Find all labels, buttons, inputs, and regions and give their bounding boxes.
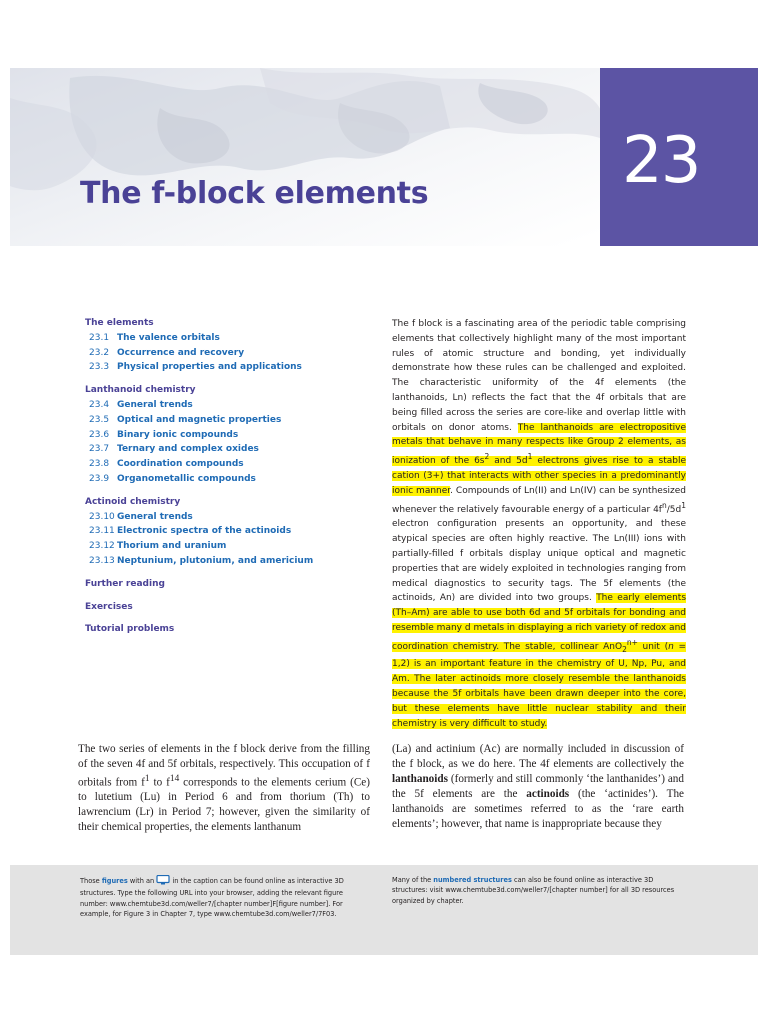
superscript: n	[661, 500, 667, 510]
toc-heading[interactable]: Tutorial problems	[85, 624, 175, 635]
toc-item-label: General trends	[117, 511, 193, 522]
chapter-contents	[85, 316, 385, 637]
superscript: 1	[144, 773, 150, 784]
chapter-title: The f-block elements	[80, 176, 429, 211]
toc-item[interactable]	[85, 331, 385, 346]
toc-item-label: Occurrence and recovery	[117, 347, 245, 358]
italic-variable: n	[668, 641, 674, 652]
body-text: to f	[149, 776, 170, 789]
footer-text: in the caption can be found online as interactive 3D structures. Type the following URL into your browser, adding the relevant figure number: www.chemtube3d.com/weller7/[chapter number]F[figure number]. For example, for Figure 3 in Chapter 7, type www.chemtube3d.com/weller7/7F03.	[80, 877, 344, 919]
intro-text: electrons gives rise to a stable cation (3+) that interacts with other species in a predominantly ionic manner	[392, 456, 686, 496]
toc-item[interactable]	[85, 539, 385, 554]
body-text: corresponds to the elements cerium (Ce) to lutetium (Lu) in Period 6 and from thorium (Th) to lawrencium (Lr) in Period 7; however, given the similarity of their chemical properties, the elements lanthanum	[78, 776, 370, 834]
key-term: actinoids	[526, 787, 570, 800]
body-text: (formerly and still commonly ‘the lanthanides’) and the 5f elements are the	[392, 772, 684, 800]
toc-item-number: 23.2	[89, 347, 110, 358]
toc-item[interactable]	[85, 428, 385, 443]
footer-note-structures	[392, 875, 682, 906]
superscript: 14	[169, 773, 180, 784]
toc-item-label: Ternary and complex oxides	[117, 444, 259, 455]
toc-item[interactable]	[85, 510, 385, 525]
toc-item-label: Organometallic compounds	[117, 473, 256, 484]
toc-item-number: 23.13	[89, 555, 115, 566]
toc-heading[interactable]: The elements	[85, 318, 154, 328]
toc-item[interactable]	[85, 346, 385, 361]
intro-text: The lanthanoids are electropositive metals that behave in many respects like Group 2 elements, as ionization of the 6s	[392, 422, 686, 467]
superscript: n+	[626, 637, 638, 647]
footer-text: Those	[80, 877, 102, 885]
footer-text: with an	[127, 877, 157, 885]
toc-item[interactable]	[85, 554, 385, 569]
chapter-number: 23	[622, 124, 700, 198]
toc-heading[interactable]: Actinoid chemistry	[85, 496, 181, 507]
toc-heading[interactable]: Further reading	[85, 578, 165, 589]
intro-text: electron configuration presents an opportunity, and these atypical species are often highly reactive. The Ln(III) ions with partially-filled f orbitals display unique optical and magnetic properties that are widely exploited in technologies ranging from medical diagnostics to security tags. The 5f elements (the actinoids, An) are divided into two groups.	[392, 519, 686, 604]
intro-text: unit (	[637, 641, 669, 652]
chapter-introduction	[392, 317, 686, 731]
toc-item-number: 23.6	[89, 429, 110, 440]
toc-item-number: 23.5	[89, 414, 110, 425]
toc-item-number: 23.9	[89, 473, 110, 484]
toc-item-label: General trends	[117, 399, 193, 410]
toc-item[interactable]	[85, 457, 385, 472]
body-text: (the ‘actinides’). The lanthanoids are sometimes referred to as the ‘rare earth elements’; however, that name is inappropriate because they	[392, 787, 684, 830]
toc-item[interactable]	[85, 524, 385, 539]
key-term: lanthanoids	[392, 772, 448, 785]
footer-text: can also be found online as interactive 3D structures: visit www.chemtube3d.com/weller7/[chapter number] for all 3D resources organized by chapter.	[392, 876, 675, 905]
toc-item-label: Binary ionic compounds	[117, 429, 239, 440]
footer-text: Many of the	[392, 876, 434, 884]
monitor-icon	[156, 875, 170, 888]
superscript: 1	[681, 500, 686, 510]
intro-text: . Compounds of Ln(II) and Ln(IV) can be synthesized whenever the relatively favourable energy of a particular 4f	[392, 485, 686, 515]
toc-item-label: Optical and magnetic properties	[117, 414, 282, 425]
toc-item-label: Coordination compounds	[117, 459, 244, 470]
intro-text: = 1,2) is an important feature in the chemistry of U, Np, Pu, and Am. The later actinoids more closely resemble the lanthanoids because the 5f orbitals have been drawn deeper into the core, but these elements have little nuclear stability and their chemistry is very difficult to study.	[392, 641, 687, 729]
body-column-right	[392, 742, 684, 831]
intro-text: /5d	[666, 504, 682, 515]
toc-item-label: Electronic spectra of the actinoids	[117, 526, 292, 537]
intro-text: The early elements (Th–Am) are able to use both 6d and 5f orbitals for bonding and resemble many d metals in displaying a rich variety of redox and coordination chemistry. The stable, collinear AnO	[392, 593, 687, 652]
intro-text: and 5d	[489, 456, 528, 467]
toc-item-label: Neptunium, plutonium, and americium	[117, 555, 314, 566]
body-text: (La) and actinium (Ac) are normally included in discussion of the f block, as we do here. The 4f elements are collectively the	[392, 743, 684, 770]
numbered-structures-link[interactable]: numbered structures	[433, 876, 512, 884]
toc-item-number: 23.4	[89, 399, 110, 410]
toc-item[interactable]	[85, 442, 385, 457]
toc-item-number: 23.11	[89, 526, 115, 537]
toc-item-label: The valence orbitals	[117, 332, 220, 343]
toc-heading[interactable]: Exercises	[85, 601, 133, 612]
highlighted-text	[392, 593, 686, 728]
toc-item[interactable]	[85, 472, 385, 487]
toc-item-number: 23.3	[89, 362, 110, 373]
superscript: 1	[527, 452, 533, 462]
body-text: The two series of elements in the f block derive from the filling of the seven 4f and 5f orbitals, respectively. This occupation of f orbitals from f	[78, 743, 370, 789]
toc-item-number: 23.7	[89, 444, 110, 455]
toc-item[interactable]	[85, 398, 385, 413]
superscript: 2	[484, 452, 490, 462]
toc-heading[interactable]: Lanthanoid chemistry	[85, 385, 196, 396]
toc-item[interactable]	[85, 413, 385, 428]
toc-item[interactable]	[85, 360, 385, 375]
toc-item-label: Physical properties and applications	[117, 362, 302, 373]
footer-note-figures	[80, 875, 370, 920]
toc-item-label: Thorium and uranium	[117, 541, 227, 552]
figures-link[interactable]: figures	[101, 877, 128, 885]
toc-item-number: 23.10	[89, 511, 115, 522]
intro-text: The f block is a fascinating area of the periodic table comprising elements that collectively highlight many of the most important rules of atomic structure and bonding, yet individually demonstrate how these rules can be challenged and exploited. The characteristic uniformity of the 4f elements (the lanthanoids, Ln) reflects the fact that the 4f orbitals that are being filled across the series are core-like and overlap little with orbitals on donor atoms.	[392, 319, 686, 433]
subscript: 2	[622, 644, 627, 654]
toc-item-number: 23.1	[89, 332, 110, 343]
body-column-left	[78, 742, 370, 835]
toc-item-number: 23.8	[89, 459, 110, 470]
toc-item-number: 23.12	[89, 541, 115, 552]
